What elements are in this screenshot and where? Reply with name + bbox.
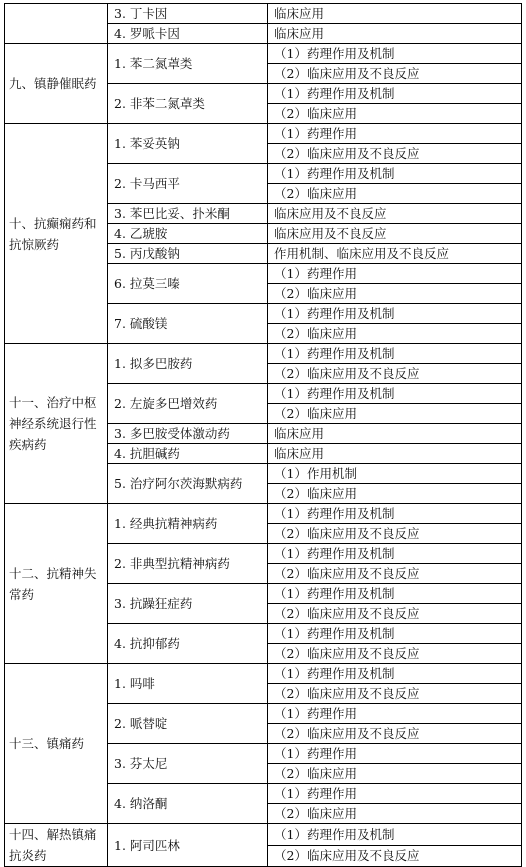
- requirement-cell: （2）临床应用: [268, 804, 522, 824]
- requirement-cell: （1）药理作用及机制: [268, 384, 522, 404]
- subitem-cell: 3. 丁卡因: [108, 4, 268, 24]
- subitem-cell: 3. 芬太尼: [108, 744, 268, 784]
- subitem-cell: 1. 苯二氮䓬类: [108, 44, 268, 84]
- table-row: [5, 664, 522, 684]
- category-cell: 十、抗癫痫药和抗惊厥药: [5, 124, 108, 344]
- category-cell: 十三、镇痛药: [5, 664, 108, 824]
- subitem-cell: 2. 非苯二氮䓬类: [108, 84, 268, 124]
- requirement-cell: （2）临床应用及不良反应: [268, 64, 522, 84]
- requirement-cell: （2）临床应用及不良反应: [268, 364, 522, 384]
- subitem-cell: 7. 硫酸镁: [108, 304, 268, 344]
- subitem-cell: 4. 抗胆碱药: [108, 444, 268, 464]
- requirement-cell: （2）临床应用及不良反应: [268, 684, 522, 704]
- requirement-cell: （2）临床应用: [268, 764, 522, 784]
- requirement-cell: 临床应用: [268, 424, 522, 444]
- requirement-cell: （1）药理作用及机制: [268, 504, 522, 524]
- requirement-cell: （1）药理作用: [268, 744, 522, 764]
- requirement-cell: （1）药理作用: [268, 784, 522, 804]
- requirement-cell: （2）临床应用及不良反应: [268, 845, 522, 867]
- requirement-cell: （1）药理作用及机制: [268, 344, 522, 364]
- syllabus-table-body: [5, 4, 522, 867]
- requirement-cell: （2）临床应用: [268, 484, 522, 504]
- requirement-cell: 作用机制、临床应用及不良反应: [268, 244, 522, 264]
- subitem-cell: 4. 纳洛酮: [108, 784, 268, 824]
- table-row: [5, 44, 522, 64]
- requirement-cell: （2）临床应用: [268, 184, 522, 204]
- requirement-cell: （1）药理作用: [268, 124, 522, 144]
- subitem-cell: 4. 抗抑郁药: [108, 624, 268, 664]
- category-cell: 十四、解热镇痛抗炎药: [5, 824, 108, 867]
- table-row: [5, 344, 522, 364]
- requirement-cell: （1）药理作用及机制: [268, 584, 522, 604]
- requirement-cell: （1）药理作用及机制: [268, 84, 522, 104]
- subitem-cell: 1. 经典抗精神病药: [108, 504, 268, 544]
- category-cell: 九、镇静催眠药: [5, 44, 108, 124]
- subitem-cell: 3. 多巴胺受体激动药: [108, 424, 268, 444]
- subitem-cell: 4. 乙琥胺: [108, 224, 268, 244]
- requirement-cell: （2）临床应用: [268, 104, 522, 124]
- subitem-cell: 5. 丙戊酸钠: [108, 244, 268, 264]
- category-cell: 十二、抗精神失常药: [5, 504, 108, 664]
- requirement-cell: （2）临床应用及不良反应: [268, 564, 522, 584]
- subitem-cell: 5. 治疗阿尔茨海默病药: [108, 464, 268, 504]
- requirement-cell: （1）药理作用及机制: [268, 164, 522, 184]
- subitem-cell: 1. 吗啡: [108, 664, 268, 704]
- requirement-cell: （1）药理作用及机制: [268, 544, 522, 564]
- subitem-cell: 6. 拉莫三嗪: [108, 264, 268, 304]
- requirement-cell: 临床应用: [268, 24, 522, 44]
- subitem-cell: 2. 非典型抗精神病药: [108, 544, 268, 584]
- category-cell: [5, 4, 108, 44]
- requirement-cell: （2）临床应用及不良反应: [268, 524, 522, 544]
- requirement-cell: （2）临床应用: [268, 324, 522, 344]
- subitem-cell: 3. 苯巴比妥、扑米酮: [108, 204, 268, 224]
- requirement-cell: 临床应用: [268, 444, 522, 464]
- subitem-cell: 2. 左旋多巴增效药: [108, 384, 268, 424]
- requirement-cell: （1）药理作用: [268, 264, 522, 284]
- requirement-cell: 临床应用及不良反应: [268, 224, 522, 244]
- requirement-cell: 临床应用: [268, 4, 522, 24]
- table-row: [5, 824, 522, 846]
- requirement-cell: （1）药理作用及机制: [268, 44, 522, 64]
- table-row: [5, 124, 522, 144]
- requirement-cell: 临床应用及不良反应: [268, 204, 522, 224]
- subitem-cell: 1. 拟多巴胺药: [108, 344, 268, 384]
- subitem-cell: 4. 罗哌卡因: [108, 24, 268, 44]
- requirement-cell: （2）临床应用: [268, 284, 522, 304]
- requirement-cell: （2）临床应用及不良反应: [268, 604, 522, 624]
- category-cell: 十一、治疗中枢神经系统退行性疾病药: [5, 344, 108, 504]
- requirement-cell: （1）药理作用及机制: [268, 824, 522, 846]
- requirement-cell: （1）作用机制: [268, 464, 522, 484]
- subitem-cell: 2. 哌替啶: [108, 704, 268, 744]
- requirement-cell: （1）药理作用及机制: [268, 624, 522, 644]
- syllabus-table: [4, 3, 522, 867]
- requirement-cell: （2）临床应用及不良反应: [268, 144, 522, 164]
- requirement-cell: （2）临床应用: [268, 404, 522, 424]
- requirement-cell: （1）药理作用: [268, 704, 522, 724]
- requirement-cell: （2）临床应用及不良反应: [268, 644, 522, 664]
- requirement-cell: （1）药理作用及机制: [268, 664, 522, 684]
- subitem-cell: 1. 阿司匹林: [108, 824, 268, 867]
- table-row: [5, 4, 522, 24]
- table-row: [5, 504, 522, 524]
- requirement-cell: （2）临床应用及不良反应: [268, 724, 522, 744]
- subitem-cell: 2. 卡马西平: [108, 164, 268, 204]
- subitem-cell: 3. 抗躁狂症药: [108, 584, 268, 624]
- requirement-cell: （1）药理作用及机制: [268, 304, 522, 324]
- subitem-cell: 1. 苯妥英钠: [108, 124, 268, 164]
